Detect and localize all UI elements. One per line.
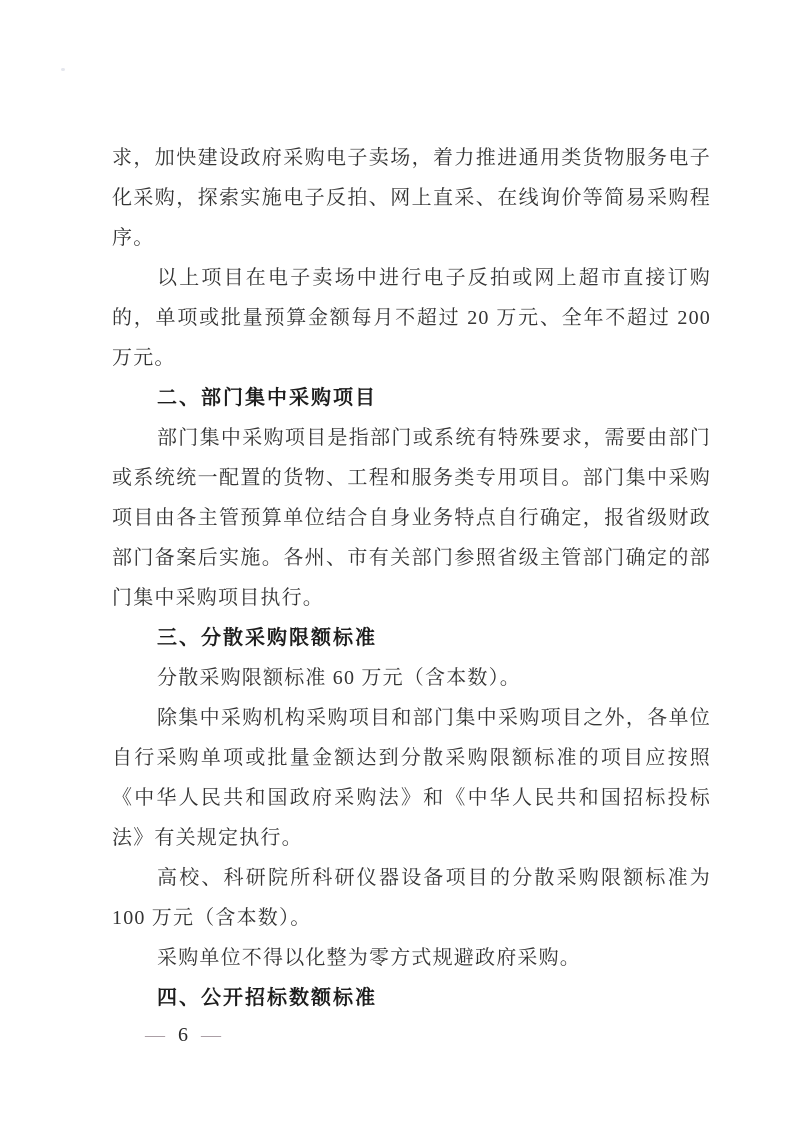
section-heading-departmental-centralized-procurement: 二、部门集中采购项目 [157,387,377,409]
paragraph-decentralized-limit-60: 分散采购限额标准 60 万元（含本数）。 [157,667,521,689]
page-footer [145,1022,221,1048]
section-heading-decentralized-procurement-limit: 三、分散采购限额标准 [157,627,377,649]
page-number: 6 [178,1024,188,1046]
paragraph-departmental-centralized-procurement: 部门集中采购项目是指部门或系统有特殊要求，需要由部门或系统统一配置的货物、工程和服务类专用项目。部门集中采购项目由各主管预算单位结合自身业务特点自行确定，报省级财政部门备案后实施。各州、市有关部门参照省级主管部门确定的部门集中采购项目执行。 [112,427,711,609]
paragraph-research-equipment-limit-100: 高校、科研院所科研仪器设备项目的分散采购限额标准为 100 万元（含本数）。 [112,867,711,929]
document-body [112,138,711,1018]
paragraph-continuation: 求，加快建设政府采购电子卖场，着力推进通用类货物服务电子化采购，探索实施电子反拍、网上直采、在线询价等简易采购程序。 [112,147,711,249]
paragraph-electronic-mall-limits: 以上项目在电子卖场中进行电子反拍或网上超市直接订购的，单项或批量预算金额每月不超过 20 万元、全年不超过 200 万元。 [112,267,711,369]
paragraph-self-procurement-laws: 除集中采购机构采购项目和部门集中采购项目之外，各单位自行采购单项或批量金额达到分散采购限额标准的项目应按照《中华人民共和国政府采购法》和《中华人民共和国招标投标法》有关规定执行。 [112,707,711,849]
scan-artifact [61,68,65,71]
paragraph-no-splitting-rule: 采购单位不得以化整为零方式规避政府采购。 [157,947,581,969]
footer-dash-right: — [201,1024,221,1046]
section-heading-public-tender-threshold: 四、公开招标数额标准 [157,987,377,1009]
footer-dash-left: — [145,1024,165,1046]
